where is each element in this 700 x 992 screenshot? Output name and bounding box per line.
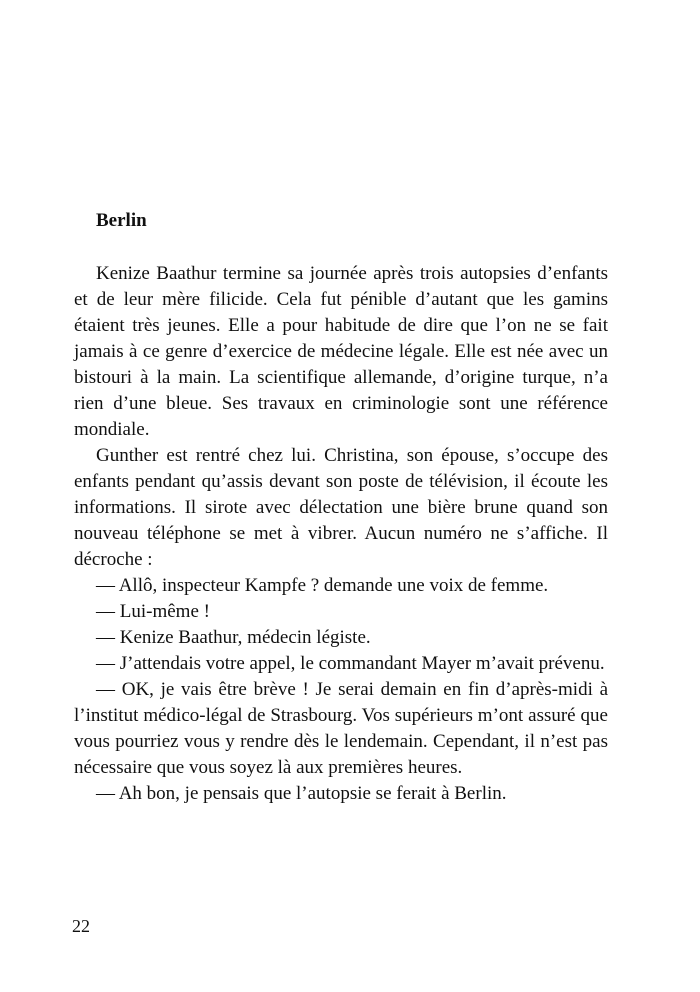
dialogue-line: — Ah bon, je pensais que l’autopsie se ferait à Berlin. bbox=[96, 783, 507, 804]
dialogue-line: — J’attendais votre appel, le commandant Mayer m’avait prévenu. bbox=[96, 653, 605, 674]
dialogue-line: — Allô, inspecteur Kampfe ? demande une voix de femme. bbox=[96, 575, 549, 596]
body-text bbox=[74, 261, 608, 807]
dialogue-line: — Lui-même ! bbox=[96, 601, 210, 622]
dialogue-line: — OK, je vais être brève ! Je serai demain en fin d’après-midi à l’institut médico-légal de Strasbourg. Vos supérieurs m’ont assuré que vous pourriez vous y rendre dès le lendemain. Cependant, il n’est pas nécessaire que vous soyez là aux premières heures. bbox=[74, 679, 608, 778]
page-number: 22 bbox=[72, 916, 90, 936]
dialogue-line: — Kenize Baathur, médecin légiste. bbox=[96, 627, 371, 648]
chapter-heading: Berlin bbox=[96, 210, 147, 231]
paragraph: Gunther est rentré chez lui. Christina, son épouse, s’occupe des enfants pendant qu’assis devant son poste de télévision, il écoute les informations. Il sirote avec délectation une bière brune quand son nouveau téléphone se met à vibrer. Aucun numéro ne s’affiche. Il décroche : bbox=[74, 445, 608, 570]
paragraph: Kenize Baathur termine sa journée après trois autopsies d’enfants et de leur mère filicide. Cela fut pénible d’autant que les gamins étaient très jeunes. Elle a pour habitude de dire que l’on ne se fait jamais à ce genre d’exercice de médecine légale. Elle est née avec un bistouri à la main. La scientifique allemande, d’origine turque, n’a rien d’une bleue. Ses travaux en criminologie sont une référence mondiale. bbox=[74, 263, 608, 440]
